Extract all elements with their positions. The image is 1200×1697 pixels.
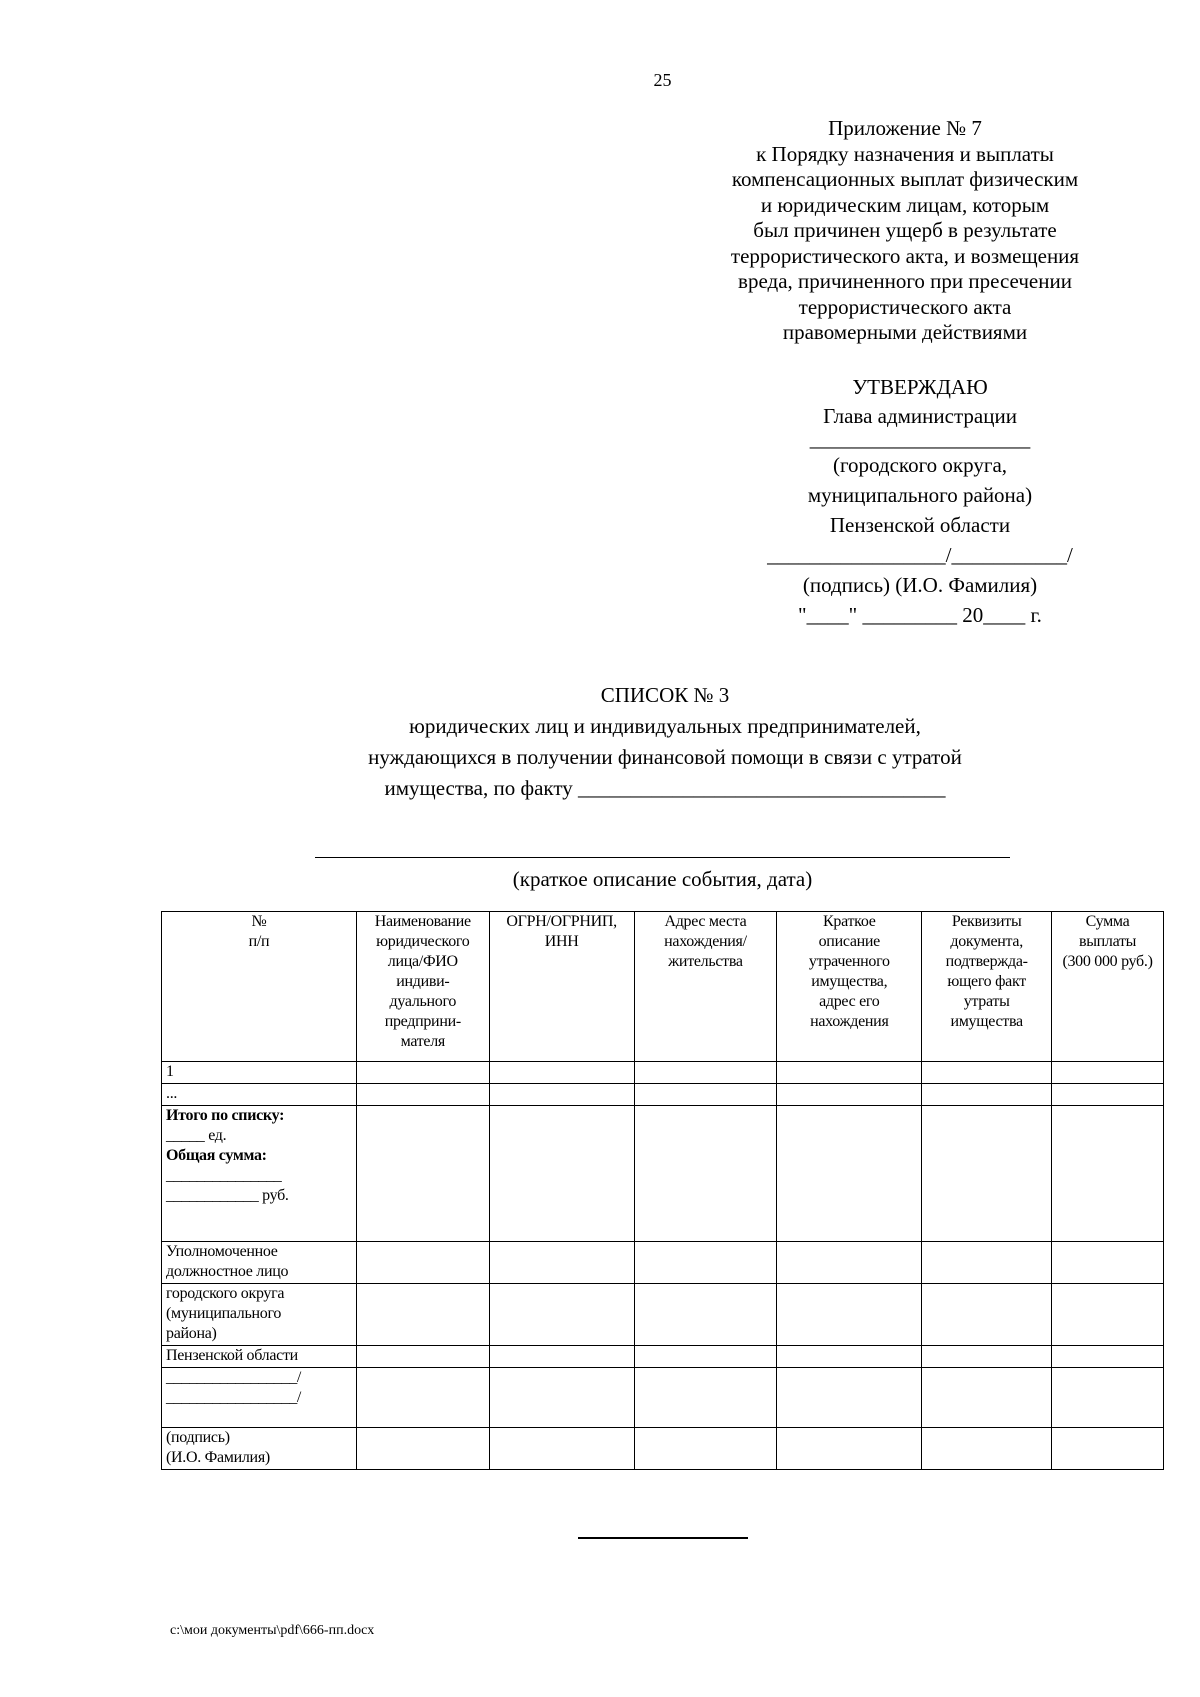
total-sum-label: Общая сумма: — [166, 1147, 267, 1164]
header-number: № п/п — [162, 912, 357, 1062]
table-row — [162, 1084, 1164, 1106]
region-cell: Пензенской области — [162, 1346, 357, 1368]
sign-caption-cell: (подпись) (И.О. Фамилия) — [162, 1428, 357, 1470]
appendix-line: правомерными действиями — [782, 320, 1028, 344]
row-number: ... — [162, 1084, 357, 1106]
list-subtitle-line: юридических лиц и индивидуальных предпринимателей, — [409, 714, 921, 738]
approval-blank-line: _____________________ — [809, 427, 1031, 451]
approval-org-line: (городского округа, — [832, 453, 1008, 477]
appendix-line: был причинен ущерб в результате — [753, 218, 1057, 242]
total-count: _____ ед. — [166, 1127, 227, 1144]
event-blank-line — [315, 857, 1010, 858]
table-row — [162, 1368, 1164, 1428]
list-subtitle-line: имущества, по факту ___________________________________ — [384, 776, 946, 800]
sign-lines-cell: _________________/ _________________/ — [162, 1368, 357, 1428]
appendix-line: компенсационных выплат физическим — [731, 167, 1079, 191]
event-caption: (краткое описание события, дата) — [512, 867, 813, 891]
total-label: Итого по списку: — [166, 1107, 285, 1124]
header-document: Реквизиты документа, подтвержда- ющего факт утраты имущества — [922, 912, 1052, 1062]
list-title: СПИСОК № 3 — [600, 683, 730, 707]
appendix-block — [710, 116, 1100, 346]
total-cell — [162, 1106, 357, 1242]
appendix-line: террористического акта — [798, 294, 1012, 319]
header-ogrn: ОГРН/ОГРНИП, ИНН — [489, 912, 634, 1062]
total-sum-line: _______________ — [166, 1167, 282, 1184]
table-row — [162, 1062, 1164, 1084]
footer-file-path: c:\мои документы\pdf\666-пп.docx — [170, 1623, 375, 1638]
appendix-line: Приложение № 7 — [828, 116, 982, 140]
list-subtitle-line: нуждающихся в получении финансовой помощи в связи с утратой — [368, 745, 962, 769]
header-name: Наименование юридического лица/ФИО индиви- дуального предприни- мателя — [356, 912, 489, 1062]
official-cell: Уполномоченное должностное лицо — [162, 1242, 357, 1284]
appendix-line: вреда, причиненного при пресечении — [738, 269, 1072, 293]
appendix-line: террористического акта, и возмещения — [730, 243, 1080, 268]
header-address: Адрес места нахождения/ жительства — [634, 912, 777, 1062]
approval-position: Глава администрации — [823, 404, 1017, 428]
approval-region: Пензенской области — [829, 513, 1011, 537]
table-row — [162, 1428, 1164, 1470]
row-number: 1 — [162, 1062, 357, 1084]
approval-title: УТВЕРЖДАЮ — [852, 375, 988, 399]
org-cell: городского округа (муниципального района) — [162, 1284, 357, 1346]
recipients-table — [161, 911, 1164, 1470]
appendix-line: и юридическим лицам, которым — [760, 192, 1050, 217]
table-row — [162, 1242, 1164, 1284]
table-total-row — [162, 1106, 1164, 1242]
table-header-row — [162, 912, 1164, 1062]
appendix-line: к Порядку назначения и выплаты — [756, 141, 1054, 166]
list-title-block — [280, 680, 1050, 804]
page-number: 25 — [653, 70, 672, 90]
approval-org-line: муниципального района) — [807, 483, 1033, 507]
approval-block — [725, 372, 1115, 630]
total-sum-line: ____________ руб. — [166, 1187, 289, 1204]
header-property: Краткое описание утраченного имущества, адрес его нахождения — [777, 912, 922, 1062]
header-amount: Сумма выплаты (300 000 руб.) — [1052, 912, 1164, 1062]
table-row — [162, 1284, 1164, 1346]
approval-sign-caption: (подпись) (И.О. Фамилия) — [802, 573, 1038, 597]
approval-sign-line: _________________/___________/ — [767, 543, 1073, 567]
footer-rule — [578, 1537, 748, 1539]
approval-date-line: "____" _________ 20____ г. — [798, 603, 1042, 627]
table-row — [162, 1346, 1164, 1368]
